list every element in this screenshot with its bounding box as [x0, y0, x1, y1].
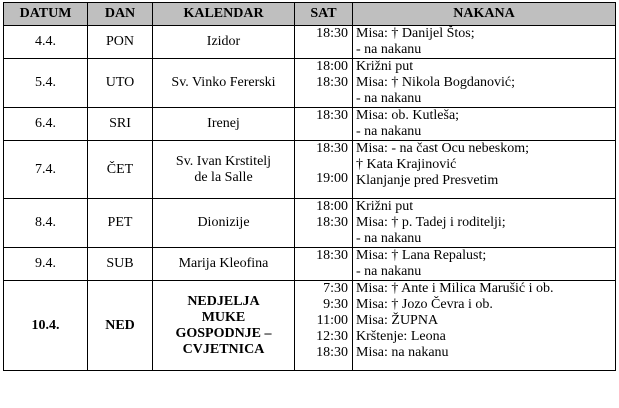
date-cell: 6.4. — [4, 108, 88, 141]
time-line: 11:00 — [316, 313, 348, 328]
day-cell: SRI — [88, 108, 153, 141]
calendar-cell — [153, 108, 295, 141]
intention-cell — [353, 141, 616, 199]
calendar-line: Dionizije — [197, 215, 250, 230]
intention-line: Misa: ob. Kutleša; — [356, 108, 460, 123]
calendar-line: de la Salle — [194, 169, 253, 185]
calendar-line: Sv. Ivan Krstitelj — [175, 153, 272, 169]
date-cell: 5.4. — [4, 59, 88, 108]
schedule-body — [4, 26, 616, 371]
calendar-line: CVJETNICA — [182, 341, 265, 357]
calendar-line: Izidor — [206, 34, 241, 49]
intention-line: - na nakanu — [356, 124, 422, 139]
calendar-line: Sv. Vinko Fererski — [171, 75, 276, 90]
header-datum: DATUM — [4, 3, 88, 26]
time-cell — [295, 26, 353, 59]
time-line: 19:00 — [316, 171, 348, 186]
time-line: 18:00 — [316, 199, 348, 214]
calendar-line: NEDJELJA — [187, 293, 260, 309]
calendar-line: GOSPODNJE – — [175, 325, 272, 341]
time-line — [298, 157, 348, 171]
calendar-line: MUKE — [201, 309, 246, 325]
header-nakana: NAKANA — [353, 3, 616, 26]
header-sat: SAT — [295, 3, 353, 26]
time-line: 9:30 — [323, 297, 348, 312]
header-row — [4, 3, 616, 26]
time-line: 18:00 — [316, 59, 348, 74]
schedule-row — [4, 59, 616, 108]
intention-line: Klanjanje pred Presvetim — [356, 173, 499, 188]
date-cell: 9.4. — [4, 248, 88, 281]
intention-line: Misa: † Jozo Čevra i ob. — [356, 297, 493, 312]
calendar-cell — [153, 26, 295, 59]
header-kalendar: KALENDAR — [153, 3, 295, 26]
calendar-line: Marija Kleofina — [178, 256, 269, 271]
intention-cell — [353, 59, 616, 108]
day-cell: SUB — [88, 248, 153, 281]
intention-cell — [353, 248, 616, 281]
time-line: 18:30 — [316, 75, 348, 90]
date-cell: 8.4. — [4, 199, 88, 248]
calendar-cell — [153, 281, 295, 371]
calendar-cell — [153, 199, 295, 248]
time-line: 18:30 — [316, 108, 348, 123]
time-line: 18:30 — [316, 215, 348, 230]
intention-line: - na nakanu — [356, 264, 422, 279]
day-cell: NED — [88, 281, 153, 371]
calendar-cell — [153, 59, 295, 108]
time-line: 18:30 — [316, 345, 348, 360]
intention-line: Križni put — [356, 199, 414, 214]
intention-line: Misa: na nakanu — [356, 345, 449, 360]
date-cell: 4.4. — [4, 26, 88, 59]
time-line: 7:30 — [323, 281, 348, 296]
schedule-row — [4, 248, 616, 281]
schedule-row — [4, 26, 616, 59]
intention-line: Misa: † Nikola Bogdanović; — [356, 75, 516, 90]
schedule-row — [4, 141, 616, 199]
time-line: 18:30 — [316, 26, 348, 41]
schedule-row — [4, 281, 616, 371]
date-cell: 7.4. — [4, 141, 88, 199]
date-cell: 10.4. — [4, 281, 88, 371]
time-cell — [295, 141, 353, 199]
time-cell — [295, 108, 353, 141]
intention-line: - na nakanu — [356, 91, 422, 106]
calendar-cell — [153, 141, 295, 199]
time-cell — [295, 199, 353, 248]
time-cell — [295, 59, 353, 108]
intention-line: Misa: † p. Tadej i roditelji; — [356, 215, 506, 230]
intention-cell — [353, 26, 616, 59]
time-line: 12:30 — [316, 329, 348, 344]
intention-cell — [353, 281, 616, 371]
intention-line: † Kata Krajinović — [356, 157, 457, 172]
intention-line: Misa: † Danijel Štos; — [356, 26, 475, 41]
time-cell — [295, 281, 353, 371]
day-cell: UTO — [88, 59, 153, 108]
intention-line: Križni put — [356, 59, 414, 74]
schedule-row — [4, 108, 616, 141]
day-cell: ČET — [88, 141, 153, 199]
calendar-line: Irenej — [207, 116, 240, 131]
header-dan: DAN — [88, 3, 153, 26]
intention-line: Misa: † Ante i Milica Marušić i ob. — [356, 281, 554, 296]
intention-cell — [353, 108, 616, 141]
day-cell: PET — [88, 199, 153, 248]
intention-line: Misa: - na čast Ocu nebeskom; — [356, 141, 530, 156]
time-line: 18:30 — [316, 141, 348, 156]
calendar-cell — [153, 248, 295, 281]
time-cell — [295, 248, 353, 281]
intention-cell — [353, 199, 616, 248]
intention-line: - na nakanu — [356, 42, 422, 57]
intention-line: Misa: † Lana Repalust; — [356, 248, 487, 263]
intention-line: - na nakanu — [356, 231, 422, 246]
time-line: 18:30 — [316, 248, 348, 263]
mass-schedule-table — [3, 2, 616, 371]
day-cell: PON — [88, 26, 153, 59]
schedule-row — [4, 199, 616, 248]
intention-line: Misa: ŽUPNA — [356, 313, 439, 328]
intention-line: Krštenje: Leona — [356, 329, 446, 344]
